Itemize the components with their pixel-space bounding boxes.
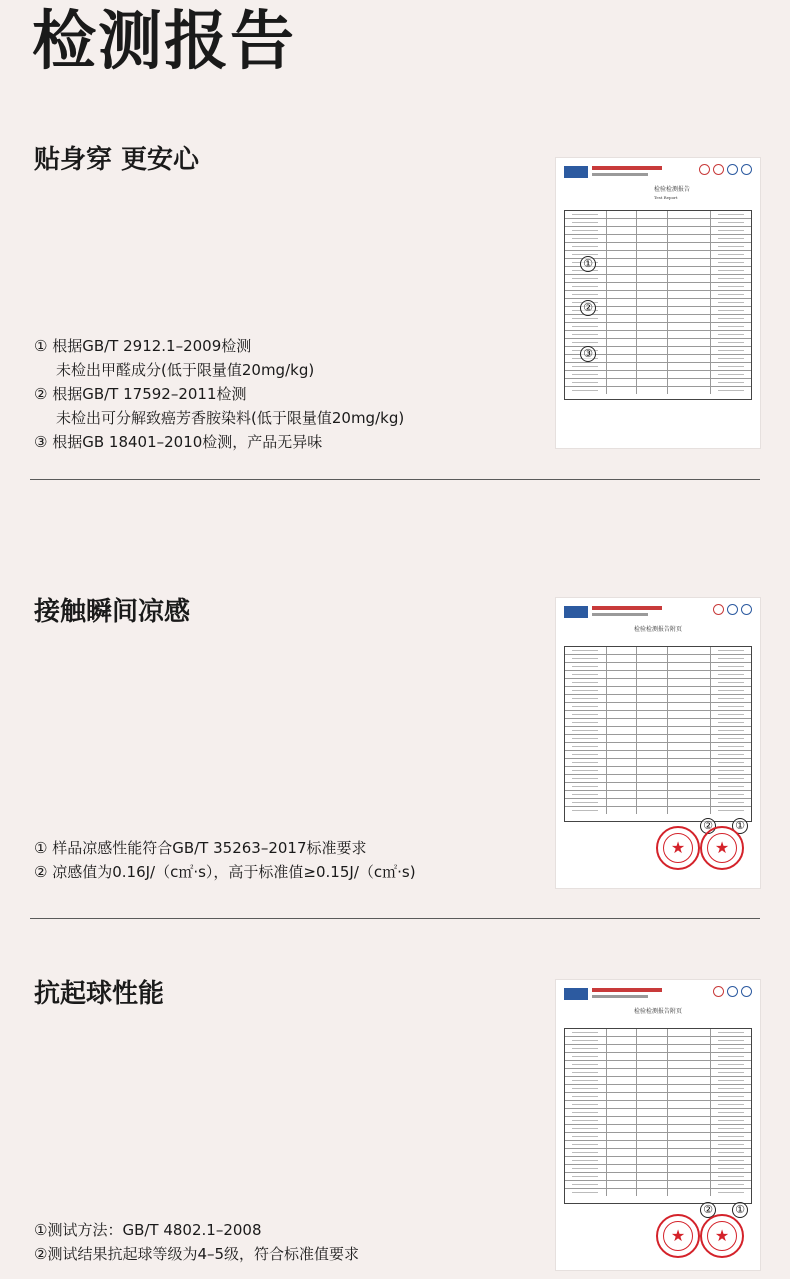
- circle-number-marker: ②: [700, 1202, 716, 1218]
- report-table-row: [565, 807, 751, 814]
- test-report-image: [556, 598, 760, 888]
- report-table-row: [565, 655, 751, 663]
- circle-number-marker: ③: [580, 346, 596, 362]
- report-table-row: [565, 695, 751, 703]
- report-table-row: [565, 735, 751, 743]
- report-table-row: [565, 1101, 751, 1109]
- report-table-row: [565, 1085, 751, 1093]
- report-table-row: [565, 719, 751, 727]
- note-line: 未检出甲醛成分(低于限量值20mg/kg): [56, 361, 315, 379]
- official-seal-icon: [656, 1214, 700, 1258]
- test-report-image: [556, 980, 760, 1270]
- note-line: 未检出可分解致癌芳香胺染料(低于限量值20mg/kg): [56, 409, 405, 427]
- note-line: ① 根据GB/T 2912.1–2009检测: [34, 337, 252, 355]
- report-table-row: [565, 1141, 751, 1149]
- report-table-row: [565, 799, 751, 807]
- note-line: ③ 根据GB 18401–2010检测，产品无异味: [34, 433, 323, 451]
- report-table-row: [565, 751, 751, 759]
- certification-badge-icon: [741, 164, 752, 175]
- report-table-row: [565, 291, 751, 299]
- report-table-row: [565, 235, 751, 243]
- report-table-row: [565, 1029, 751, 1037]
- certification-badges: [662, 604, 752, 618]
- report-table-row: [565, 243, 751, 251]
- certification-badge-icon: [741, 986, 752, 997]
- report-table-row: [565, 663, 751, 671]
- report-table-row: [565, 275, 751, 283]
- report-table: [564, 646, 752, 822]
- report-table-row: [565, 1133, 751, 1141]
- report-table-row: [565, 671, 751, 679]
- section-anti-pilling: [0, 920, 790, 1279]
- report-table-row: [565, 791, 751, 799]
- report-table-row: [565, 387, 751, 394]
- report-table-row: [565, 323, 751, 331]
- report-table-row: [565, 1069, 751, 1077]
- report-table-row: [565, 1061, 751, 1069]
- report-table-row: [565, 1173, 751, 1181]
- note-line: ②测试结果抗起球等级为4–5级，符合标准值要求: [34, 1245, 360, 1263]
- report-table-row: [565, 315, 751, 323]
- note-line: ② 根据GB/T 17592–2011检测: [34, 385, 247, 403]
- section-divider: [30, 918, 760, 919]
- page-title: 检测报告: [32, 5, 296, 79]
- lab-logo-icon: [564, 606, 588, 618]
- section-heading: 贴身穿 更安心: [34, 145, 200, 175]
- certification-badges: [662, 164, 752, 178]
- circle-number-marker: ①: [732, 1202, 748, 1218]
- circle-number-marker: ①: [732, 818, 748, 834]
- certification-badges: [662, 986, 752, 1000]
- report-table-row: [565, 727, 751, 735]
- report-table-row: [565, 227, 751, 235]
- report-table-row: [565, 783, 751, 791]
- report-table-row: [565, 371, 751, 379]
- circle-number-marker: ②: [580, 300, 596, 316]
- report-table-row: [565, 339, 751, 347]
- section-notes: [34, 836, 416, 884]
- report-table-row: [565, 1093, 751, 1101]
- certification-badge-icon: [713, 164, 724, 175]
- report-table-row: [565, 1117, 751, 1125]
- report-table-row: [565, 1165, 751, 1173]
- lab-logo-icon: [564, 166, 588, 178]
- report-table-row: [565, 1157, 751, 1165]
- note-line: ①测试方法：GB/T 4802.1–2008: [34, 1221, 262, 1239]
- report-table-row: [565, 767, 751, 775]
- report-table-row: [565, 1037, 751, 1045]
- section-heading: 抗起球性能: [34, 979, 165, 1009]
- note-line: ① 样品凉感性能符合GB/T 35263–2017标准要求: [34, 839, 367, 857]
- section-notes: [34, 1218, 359, 1266]
- official-seal-icon: [656, 826, 700, 870]
- report-table-row: [565, 679, 751, 687]
- report-table-row: [565, 647, 751, 655]
- report-table-row: [565, 711, 751, 719]
- certification-badge-icon: [727, 604, 738, 615]
- report-table-row: [565, 1077, 751, 1085]
- lab-logo-icon: [564, 988, 588, 1000]
- report-table-row: [565, 743, 751, 751]
- report-table-row: [565, 379, 751, 387]
- certification-badge-icon: [713, 986, 724, 997]
- note-line: ② 凉感值为0.16J/（c㎡·s），高于标准值≥0.15J/（c㎡·s): [34, 863, 416, 881]
- test-report-image: [556, 158, 760, 448]
- official-seal-icon: [700, 1214, 744, 1258]
- section-heading: 接触瞬间凉感: [34, 597, 191, 627]
- report-table-row: [565, 687, 751, 695]
- report-table-row: [565, 283, 751, 291]
- report-table-row: [565, 1149, 751, 1157]
- circle-number-marker: ②: [700, 818, 716, 834]
- certification-badge-icon: [727, 164, 738, 175]
- report-header: [564, 986, 752, 1026]
- report-table-row: [565, 1045, 751, 1053]
- section-notes: [34, 334, 404, 454]
- report-caption: 检验检测报告附页: [633, 1008, 682, 1015]
- official-seal-icon: [700, 826, 744, 870]
- certification-badge-icon: [727, 986, 738, 997]
- report-table-row: [565, 759, 751, 767]
- certification-badge-icon: [713, 604, 724, 615]
- certification-badge-icon: [741, 604, 752, 615]
- report-table-row: [565, 1189, 751, 1196]
- report-table-row: [565, 775, 751, 783]
- report-caption: 检验检测报告附页: [633, 626, 682, 633]
- report-table-row: [565, 363, 751, 371]
- report-table-row: [565, 1109, 751, 1117]
- report-caption: 检验检测报告 Test Report: [654, 186, 691, 200]
- section-cooling: [0, 480, 790, 920]
- report-table-row: [565, 219, 751, 227]
- report-table-row: [565, 1181, 751, 1189]
- report-header: [564, 164, 752, 204]
- report-table-row: [565, 331, 751, 339]
- circle-number-marker: ①: [580, 256, 596, 272]
- report-table-row: [565, 1125, 751, 1133]
- report-table-row: [565, 1053, 751, 1061]
- certification-badge-icon: [699, 164, 710, 175]
- report-table: [564, 1028, 752, 1204]
- section-skin-safe: [0, 0, 790, 480]
- report-table-row: [565, 703, 751, 711]
- report-header: [564, 604, 752, 644]
- report-table-row: [565, 211, 751, 219]
